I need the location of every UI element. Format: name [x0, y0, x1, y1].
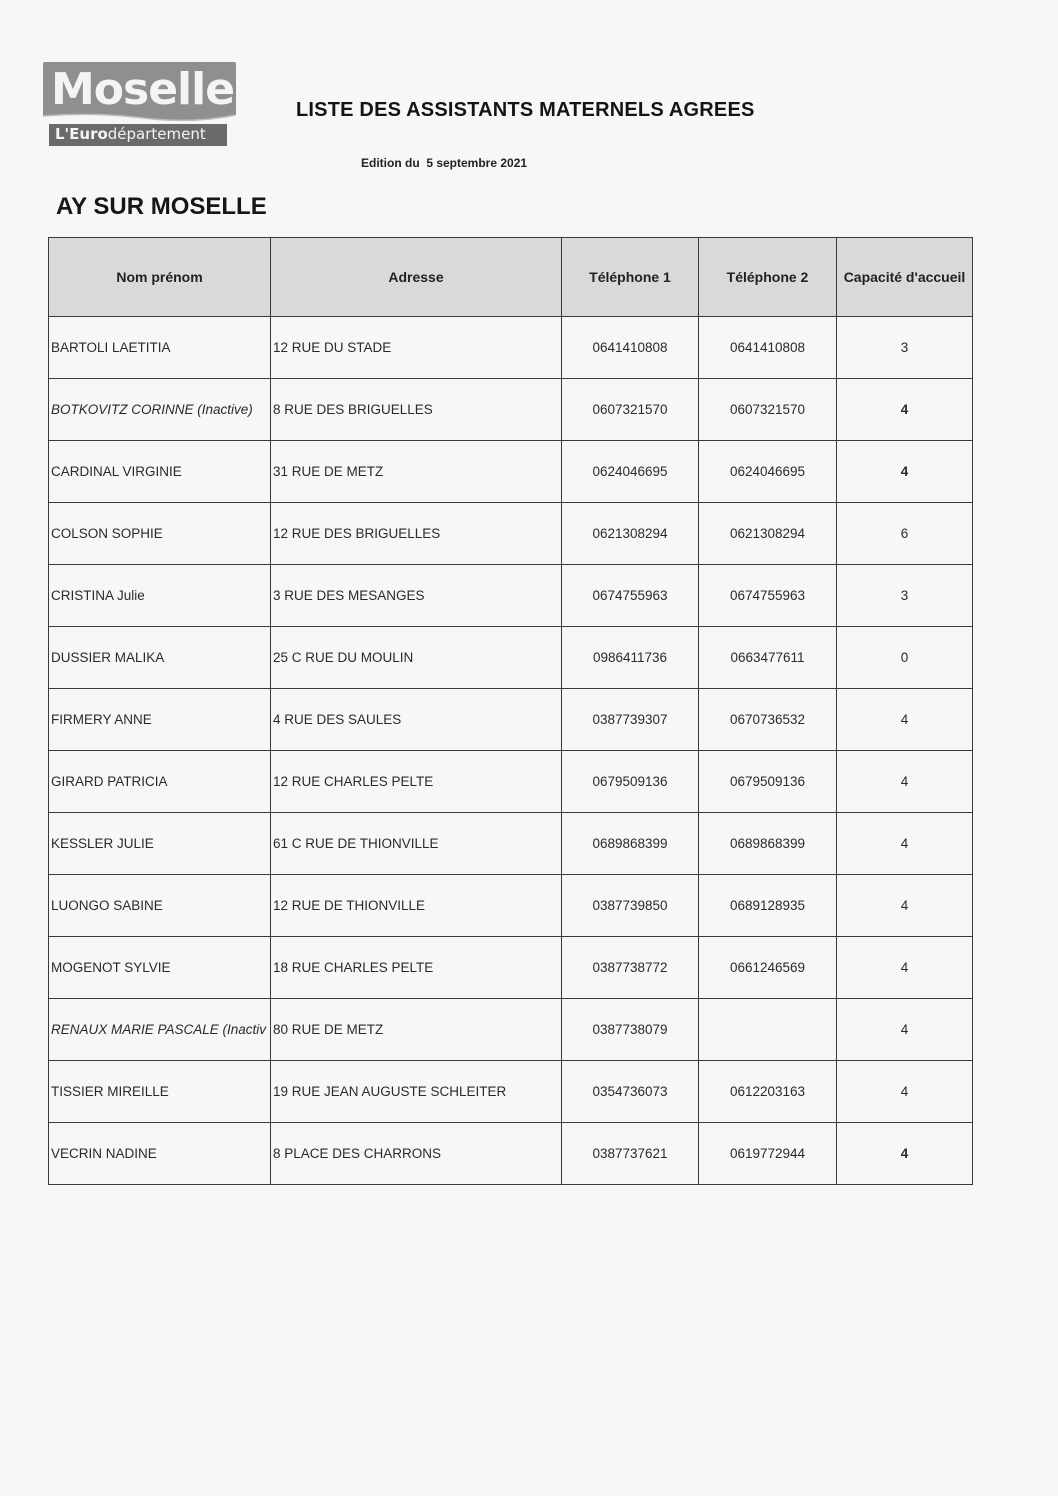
table-row — [49, 999, 973, 1061]
name-cell: DUSSIER MALIKA — [49, 627, 271, 689]
capacity-cell: 4 — [837, 1061, 973, 1123]
phone1-cell: 0387739850 — [562, 875, 699, 937]
phone1-cell: 0621308294 — [562, 503, 699, 565]
column-header-name: Nom prénom — [49, 238, 271, 317]
capacity-cell: 4 — [837, 813, 973, 875]
phone2-cell: 0674755963 — [699, 565, 837, 627]
phone2-cell: 0624046695 — [699, 441, 837, 503]
phone2-cell: 0619772944 — [699, 1123, 837, 1185]
edition-date: Edition du 5 septembre 2021 — [361, 156, 528, 170]
name-cell: CARDINAL VIRGINIE — [49, 441, 271, 503]
phone1-cell: 0607321570 — [562, 379, 699, 441]
phone2-cell: 0612203163 — [699, 1061, 837, 1123]
table-row — [49, 937, 973, 999]
name-cell: KESSLER JULIE — [49, 813, 271, 875]
phone1-cell: 0674755963 — [562, 565, 699, 627]
table-row — [49, 441, 973, 503]
name-cell: FIRMERY ANNE — [49, 689, 271, 751]
table-row — [49, 875, 973, 937]
address-cell: 19 RUE JEAN AUGUSTE SCHLEITER — [271, 1061, 562, 1123]
table-row — [49, 1123, 973, 1185]
name-cell: VECRIN NADINE — [49, 1123, 271, 1185]
phone2-cell: 0607321570 — [699, 379, 837, 441]
address-cell: 18 RUE CHARLES PELTE — [271, 937, 562, 999]
capacity-cell: 4 — [837, 441, 973, 503]
table-row — [49, 379, 973, 441]
name-cell: COLSON SOPHIE — [49, 503, 271, 565]
capacity-cell: 4 — [837, 937, 973, 999]
phone1-cell: 0689868399 — [562, 813, 699, 875]
logo-word: Moselle — [51, 64, 235, 115]
logo-subtitle-bold: L'Euro — [55, 125, 108, 143]
phone1-cell: 0387738772 — [562, 937, 699, 999]
capacity-cell: 3 — [837, 565, 973, 627]
column-header-phone1: Téléphone 1 — [562, 238, 699, 317]
phone1-cell: 0624046695 — [562, 441, 699, 503]
table-row — [49, 317, 973, 379]
capacity-cell: 4 — [837, 751, 973, 813]
address-cell: 12 RUE CHARLES PELTE — [271, 751, 562, 813]
phone1-cell: 0387739307 — [562, 689, 699, 751]
address-cell: 12 RUE DE THIONVILLE — [271, 875, 562, 937]
address-cell: 61 C RUE DE THIONVILLE — [271, 813, 562, 875]
name-cell: TISSIER MIREILLE — [49, 1061, 271, 1123]
name-cell: BARTOLI LAETITIA — [49, 317, 271, 379]
phone2-cell: 0689868399 — [699, 813, 837, 875]
phone2-cell: 0641410808 — [699, 317, 837, 379]
capacity-cell: 4 — [837, 689, 973, 751]
address-cell: 31 RUE DE METZ — [271, 441, 562, 503]
table-row — [49, 751, 973, 813]
capacity-cell: 4 — [837, 875, 973, 937]
logo-subtitle-regular: département — [107, 125, 206, 143]
address-cell: 25 C RUE DU MOULIN — [271, 627, 562, 689]
capacity-cell: 0 — [837, 627, 973, 689]
capacity-cell: 4 — [837, 1123, 973, 1185]
phone1-cell: 0354736073 — [562, 1061, 699, 1123]
logo-subtitle-band — [49, 124, 227, 146]
phone1-cell: 0387737621 — [562, 1123, 699, 1185]
column-header-phone2: Téléphone 2 — [699, 238, 837, 317]
assistants-table — [48, 237, 973, 1185]
phone1-cell: 0679509136 — [562, 751, 699, 813]
address-cell: 8 RUE DES BRIGUELLES — [271, 379, 562, 441]
phone2-cell: 0679509136 — [699, 751, 837, 813]
phone1-cell: 0387738079 — [562, 999, 699, 1061]
document-title: LISTE DES ASSISTANTS MATERNELS AGREES — [296, 99, 755, 121]
address-cell: 4 RUE DES SAULES — [271, 689, 562, 751]
table-row — [49, 627, 973, 689]
name-cell: MOGENOT SYLVIE — [49, 937, 271, 999]
address-cell: 3 RUE DES MESANGES — [271, 565, 562, 627]
phone1-cell: 0986411736 — [562, 627, 699, 689]
address-cell: 12 RUE DES BRIGUELLES — [271, 503, 562, 565]
table-row — [49, 813, 973, 875]
phone2-cell: 0621308294 — [699, 503, 837, 565]
phone2-cell — [699, 999, 837, 1061]
capacity-cell: 4 — [837, 999, 973, 1061]
name-cell: CRISTINA Julie — [49, 565, 271, 627]
table-row — [49, 503, 973, 565]
phone2-cell: 0689128935 — [699, 875, 837, 937]
address-cell: 12 RUE DU STADE — [271, 317, 562, 379]
column-header-address: Adresse — [271, 238, 562, 317]
name-cell: LUONGO SABINE — [49, 875, 271, 937]
name-cell: BOTKOVITZ CORINNE (Inactive) — [49, 379, 271, 441]
phone1-cell: 0641410808 — [562, 317, 699, 379]
table-row — [49, 689, 973, 751]
table-header-row — [49, 238, 973, 317]
name-cell: GIRARD PATRICIA — [49, 751, 271, 813]
commune-heading: AY SUR MOSELLE — [56, 193, 267, 220]
moselle-logo — [43, 62, 236, 148]
table-row — [49, 565, 973, 627]
column-header-capacity: Capacité d'accueil — [837, 238, 973, 317]
phone2-cell: 0663477611 — [699, 627, 837, 689]
phone2-cell: 0670736532 — [699, 689, 837, 751]
table-row — [49, 1061, 973, 1123]
address-cell: 80 RUE DE METZ — [271, 999, 562, 1061]
capacity-cell: 6 — [837, 503, 973, 565]
capacity-cell: 3 — [837, 317, 973, 379]
phone2-cell: 0661246569 — [699, 937, 837, 999]
name-cell: RENAUX MARIE PASCALE (Inactiv — [49, 999, 271, 1061]
logo-subtitle — [55, 125, 206, 143]
capacity-cell: 4 — [837, 379, 973, 441]
address-cell: 8 PLACE DES CHARRONS — [271, 1123, 562, 1185]
